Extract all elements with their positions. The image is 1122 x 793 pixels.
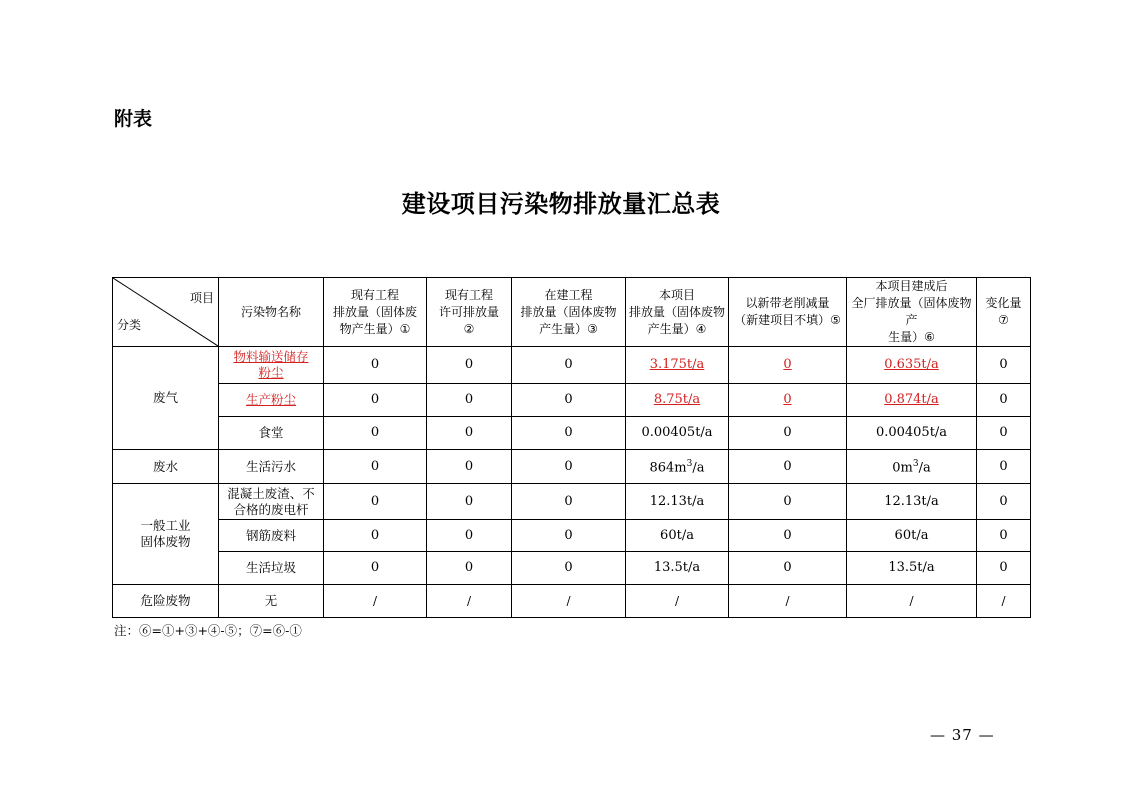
existing-emission-value: 0 <box>324 484 427 520</box>
existing-permit-value: 0 <box>427 417 512 450</box>
pollutant-name: 钢筋废料 <box>219 520 324 552</box>
header-existing-permit: 现有工程 许可排放量 ② <box>427 278 512 347</box>
header-existing-emission: 现有工程 排放量（固体废 物产生量）① <box>324 278 427 347</box>
under-construction-value: 0 <box>512 484 626 520</box>
this-project-value: $864m^3/a$ <box>626 450 729 484</box>
existing-emission-value: / <box>324 585 427 618</box>
reduction-value: 0 <box>729 347 847 384</box>
category-waste-gas: 废气 <box>113 347 219 450</box>
existing-permit-value: 0 <box>427 484 512 520</box>
table-row <box>113 520 1031 552</box>
table-row <box>113 417 1031 450</box>
after-completion-value: $0m^3/a$ <box>847 450 977 484</box>
after-completion-value: 0.874t/a <box>847 384 977 417</box>
existing-emission-value: 0 <box>324 384 427 417</box>
header-under-construction: 在建工程 排放量（固体废物 产生量）③ <box>512 278 626 347</box>
existing-permit-value: 0 <box>427 552 512 585</box>
after-completion-value: 0.00405t/a <box>847 417 977 450</box>
change-value: 0 <box>977 417 1031 450</box>
under-construction-value: 0 <box>512 384 626 417</box>
existing-permit-value: 0 <box>427 347 512 384</box>
existing-emission-value: 0 <box>324 520 427 552</box>
header-category-label: 分类 <box>117 318 142 332</box>
under-construction-value: 0 <box>512 552 626 585</box>
under-construction-value: 0 <box>512 520 626 552</box>
change-value: 0 <box>977 552 1031 585</box>
under-construction-value: 0 <box>512 417 626 450</box>
page-number: — 37 — <box>930 726 995 744</box>
existing-permit-value: 0 <box>427 384 512 417</box>
this-project-value: 13.5t/a <box>626 552 729 585</box>
pollutant-name: 生活污水 <box>219 450 324 484</box>
table-row <box>113 585 1031 618</box>
after-completion-value: 60t/a <box>847 520 977 552</box>
pollutant-name: 生活垃圾 <box>219 552 324 585</box>
reduction-value: / <box>729 585 847 618</box>
under-construction-value: 0 <box>512 347 626 384</box>
pollutant-name: 混凝土废渣、不 合格的废电杆 <box>219 484 324 520</box>
category-waste-water: 废水 <box>113 450 219 484</box>
diagonal-line <box>113 278 218 346</box>
existing-emission-value: 0 <box>324 552 427 585</box>
appendix-label: 附表 <box>114 108 153 130</box>
under-construction-value: 0 <box>512 450 626 484</box>
this-project-value: 0.00405t/a <box>626 417 729 450</box>
reduction-value: 0 <box>729 520 847 552</box>
table-row <box>113 347 1031 384</box>
table-row <box>113 484 1031 520</box>
after-completion-value: 12.13t/a <box>847 484 977 520</box>
existing-emission-value: 0 <box>324 450 427 484</box>
emission-summary-table <box>112 277 1031 618</box>
existing-permit-value: / <box>427 585 512 618</box>
header-after-completion: 本项目建成后 全厂排放量（固体废物产 生量）⑥ <box>847 278 977 347</box>
table-row <box>113 450 1031 484</box>
diagonal-header-cell <box>113 278 219 347</box>
table-row <box>113 384 1031 417</box>
change-value: 0 <box>977 484 1031 520</box>
header-item-label: 项目 <box>189 291 214 305</box>
change-value: / <box>977 585 1031 618</box>
table-row <box>113 552 1031 585</box>
category-general-solid-waste: 一般工业 固体废物 <box>113 484 219 585</box>
this-project-value: 3.175t/a <box>626 347 729 384</box>
header-pollutant-name: 污染物名称 <box>219 278 324 347</box>
reduction-value: 0 <box>729 484 847 520</box>
after-completion-value: 13.5t/a <box>847 552 977 585</box>
reduction-value: 0 <box>729 417 847 450</box>
reduction-value: 0 <box>729 450 847 484</box>
existing-permit-value: 0 <box>427 520 512 552</box>
change-value: 0 <box>977 450 1031 484</box>
this-project-value: 60t/a <box>626 520 729 552</box>
reduction-value: 0 <box>729 552 847 585</box>
change-value: 0 <box>977 520 1031 552</box>
change-value: 0 <box>977 347 1031 384</box>
pollutant-name: 生产粉尘 <box>219 384 324 417</box>
header-change: 变化量 ⑦ <box>977 278 1031 347</box>
existing-emission-value: 0 <box>324 347 427 384</box>
header-reduction: 以新带老削减量 （新建项目不填）⑤ <box>729 278 847 347</box>
pollutant-name: 物料输送储存 粉尘 <box>219 347 324 384</box>
reduction-value: 0 <box>729 384 847 417</box>
this-project-value: 12.13t/a <box>626 484 729 520</box>
header-this-project: 本项目 排放量（固体废物 产生量）④ <box>626 278 729 347</box>
pollutant-name: 食堂 <box>219 417 324 450</box>
existing-permit-value: 0 <box>427 450 512 484</box>
after-completion-value: / <box>847 585 977 618</box>
change-value: 0 <box>977 384 1031 417</box>
this-project-value: / <box>626 585 729 618</box>
pollutant-name: 无 <box>219 585 324 618</box>
page-title: 建设项目污染物排放量汇总表 <box>401 190 721 218</box>
under-construction-value: / <box>512 585 626 618</box>
category-hazardous-waste: 危险废物 <box>113 585 219 618</box>
after-completion-value: 0.635t/a <box>847 347 977 384</box>
this-project-value: 8.75t/a <box>626 384 729 417</box>
table-header-row <box>113 278 1031 347</box>
existing-emission-value: 0 <box>324 417 427 450</box>
table-footnote: 注：⑥=①+③+④-⑤；⑦=⑥-① <box>114 623 302 638</box>
